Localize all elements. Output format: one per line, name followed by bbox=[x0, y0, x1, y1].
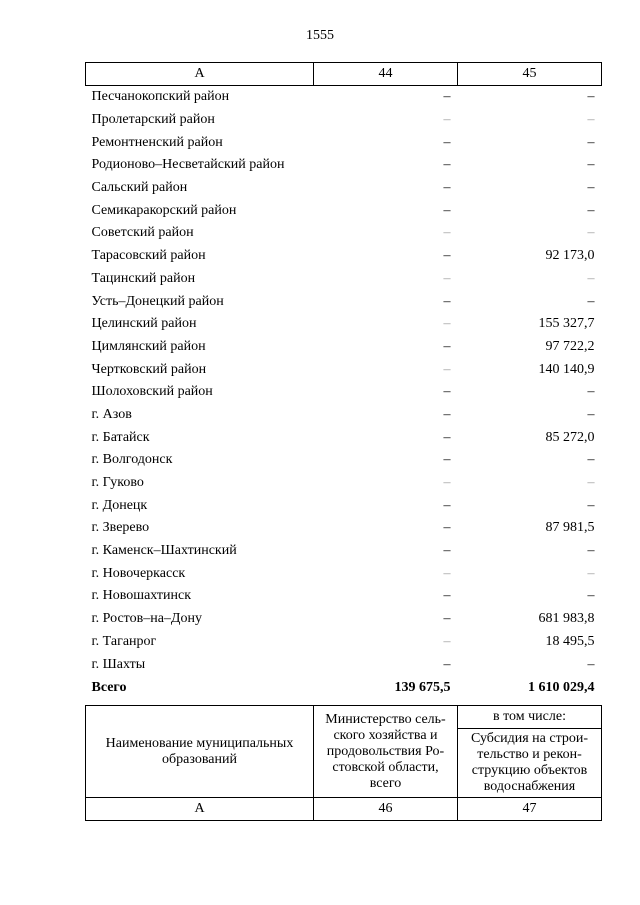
municipality-name: Усть–Донецкий район bbox=[91, 293, 224, 309]
value-col-45: 92 173,0 bbox=[545, 248, 595, 264]
total-col-45: 1 610 029,4 bbox=[528, 679, 595, 695]
header-col-45: 45 bbox=[458, 63, 602, 86]
value-col-45: – bbox=[587, 180, 595, 196]
in-total-label: в том числе: bbox=[458, 706, 602, 729]
value-col-44: – bbox=[443, 520, 451, 536]
value-col-45: – bbox=[587, 588, 595, 604]
value-col-45: – bbox=[587, 384, 595, 400]
value-col-44: – bbox=[443, 338, 451, 354]
table-row bbox=[86, 199, 602, 222]
municipality-name: г. Шахты bbox=[91, 656, 146, 672]
data-table bbox=[85, 62, 602, 700]
value-col-45: – bbox=[587, 293, 595, 309]
total-label: Всего bbox=[91, 679, 127, 695]
municipality-name: Целинский район bbox=[91, 316, 197, 332]
total-col-44: 139 675,5 bbox=[394, 679, 451, 695]
table-row bbox=[86, 131, 602, 154]
value-col-45: – bbox=[587, 89, 595, 105]
table-header-row bbox=[86, 63, 602, 86]
table-row bbox=[86, 177, 602, 200]
value-col-45: – bbox=[587, 134, 595, 150]
header-col-a: А bbox=[86, 63, 314, 86]
value-col-45: – bbox=[587, 475, 595, 491]
table-row bbox=[86, 494, 602, 517]
value-col-44: – bbox=[443, 112, 451, 128]
value-col-44: – bbox=[443, 361, 451, 377]
value-col-44: – bbox=[443, 497, 451, 513]
table-row bbox=[86, 631, 602, 654]
municipality-name: г. Ростов–на–Дону bbox=[91, 611, 202, 627]
table-row bbox=[86, 86, 602, 109]
value-col-45: – bbox=[587, 112, 595, 128]
value-col-45: 140 140,9 bbox=[538, 361, 595, 377]
header-col-44: 44 bbox=[314, 63, 458, 86]
value-col-44: – bbox=[443, 248, 451, 264]
value-col-45: – bbox=[587, 543, 595, 559]
municipality-name: г. Таганрог bbox=[91, 633, 157, 649]
table-row bbox=[86, 426, 602, 449]
table-row bbox=[86, 290, 602, 313]
value-col-45: – bbox=[587, 406, 595, 422]
municipality-name: г. Зверево bbox=[91, 520, 150, 536]
value-col-45: – bbox=[587, 565, 595, 581]
municipality-name: г. Каменск–Шахтинский bbox=[91, 543, 237, 559]
value-col-44: – bbox=[443, 406, 451, 422]
page-number: 1555 bbox=[306, 28, 334, 43]
water-supply-subsidy-column-header: Субсидия на строи-тельство и рекон-струкцию объектов водоснабжения bbox=[458, 729, 602, 798]
value-col-45: 18 495,5 bbox=[545, 633, 595, 649]
footer-col-46: 46 bbox=[314, 798, 458, 821]
value-col-45: – bbox=[587, 270, 595, 286]
value-col-44: – bbox=[443, 384, 451, 400]
municipality-column-header: Наименование муниципальных образований bbox=[86, 706, 314, 798]
table-row bbox=[86, 585, 602, 608]
municipality-name: Родионово–Несветайский район bbox=[91, 157, 285, 173]
municipality-name: Тарасовский район bbox=[91, 248, 206, 264]
municipality-name: г. Батайск bbox=[91, 429, 150, 445]
value-col-44: – bbox=[443, 225, 451, 241]
value-col-45: – bbox=[587, 497, 595, 513]
table-row bbox=[86, 109, 602, 132]
value-col-44: – bbox=[443, 543, 451, 559]
value-col-44: – bbox=[443, 157, 451, 173]
value-col-44: – bbox=[443, 270, 451, 286]
municipality-name: г. Азов bbox=[91, 406, 132, 422]
municipality-name: г. Новошахтинск bbox=[91, 588, 192, 604]
municipality-name: Сальский район bbox=[91, 180, 188, 196]
value-col-45: 87 981,5 bbox=[545, 520, 595, 536]
table-row bbox=[86, 268, 602, 291]
municipality-name: Семикаракорский район bbox=[91, 202, 237, 218]
value-col-45: – bbox=[587, 157, 595, 173]
table-row bbox=[86, 245, 602, 268]
table-row bbox=[86, 517, 602, 540]
table-row bbox=[86, 449, 602, 472]
value-col-44: – bbox=[443, 180, 451, 196]
value-col-45: – bbox=[587, 656, 595, 672]
value-col-44: – bbox=[443, 89, 451, 105]
value-col-44: – bbox=[443, 475, 451, 491]
value-col-44: – bbox=[443, 134, 451, 150]
municipality-name: Пролетарский район bbox=[91, 112, 215, 128]
table-row bbox=[86, 540, 602, 563]
value-col-45: 155 327,7 bbox=[538, 316, 595, 332]
value-col-44: – bbox=[443, 611, 451, 627]
table-row bbox=[86, 313, 602, 336]
value-col-44: – bbox=[443, 588, 451, 604]
table-row bbox=[86, 404, 602, 427]
value-col-45: – bbox=[587, 202, 595, 218]
municipality-name: Ремонтненский район bbox=[91, 134, 223, 150]
continuation-header-table bbox=[85, 705, 602, 821]
value-col-45: – bbox=[587, 225, 595, 241]
table-row bbox=[86, 358, 602, 381]
municipality-name: г. Донецк bbox=[91, 497, 148, 513]
municipality-name: Шолоховский район bbox=[91, 384, 213, 400]
value-col-44: – bbox=[443, 633, 451, 649]
ministry-total-column-header: Министерство сель-ского хозяйства и продовольствия Ро-стовской области, всего bbox=[314, 706, 458, 798]
table-row bbox=[86, 154, 602, 177]
municipality-name: г. Гуково bbox=[91, 475, 144, 491]
value-col-44: – bbox=[443, 316, 451, 332]
municipality-name: Тацинский район bbox=[91, 270, 196, 286]
footer-col-47: 47 bbox=[458, 798, 602, 821]
municipality-name: Советский район bbox=[91, 225, 194, 241]
municipality-name: Цимлянский район bbox=[91, 338, 206, 354]
table-row bbox=[86, 222, 602, 245]
table-row bbox=[86, 608, 602, 631]
value-col-44: – bbox=[443, 656, 451, 672]
total-row bbox=[86, 676, 602, 700]
value-col-45: 85 272,0 bbox=[545, 429, 595, 445]
value-col-44: – bbox=[443, 452, 451, 468]
municipality-name: Песчанокопский район bbox=[91, 89, 230, 105]
value-col-44: – bbox=[443, 202, 451, 218]
footer-col-a: А bbox=[86, 798, 314, 821]
table-row bbox=[86, 381, 602, 404]
value-col-45: – bbox=[587, 452, 595, 468]
table-row bbox=[86, 336, 602, 359]
municipality-name: г. Новочеркасск bbox=[91, 565, 186, 581]
table-row bbox=[86, 653, 602, 676]
table-row bbox=[86, 562, 602, 585]
value-col-44: – bbox=[443, 565, 451, 581]
value-col-44: – bbox=[443, 293, 451, 309]
municipality-name: г. Волгодонск bbox=[91, 452, 173, 468]
value-col-44: – bbox=[443, 429, 451, 445]
value-col-45: 97 722,2 bbox=[545, 338, 595, 354]
municipality-name: Чертковский район bbox=[91, 361, 207, 377]
value-col-45: 681 983,8 bbox=[538, 611, 595, 627]
table-row bbox=[86, 472, 602, 495]
